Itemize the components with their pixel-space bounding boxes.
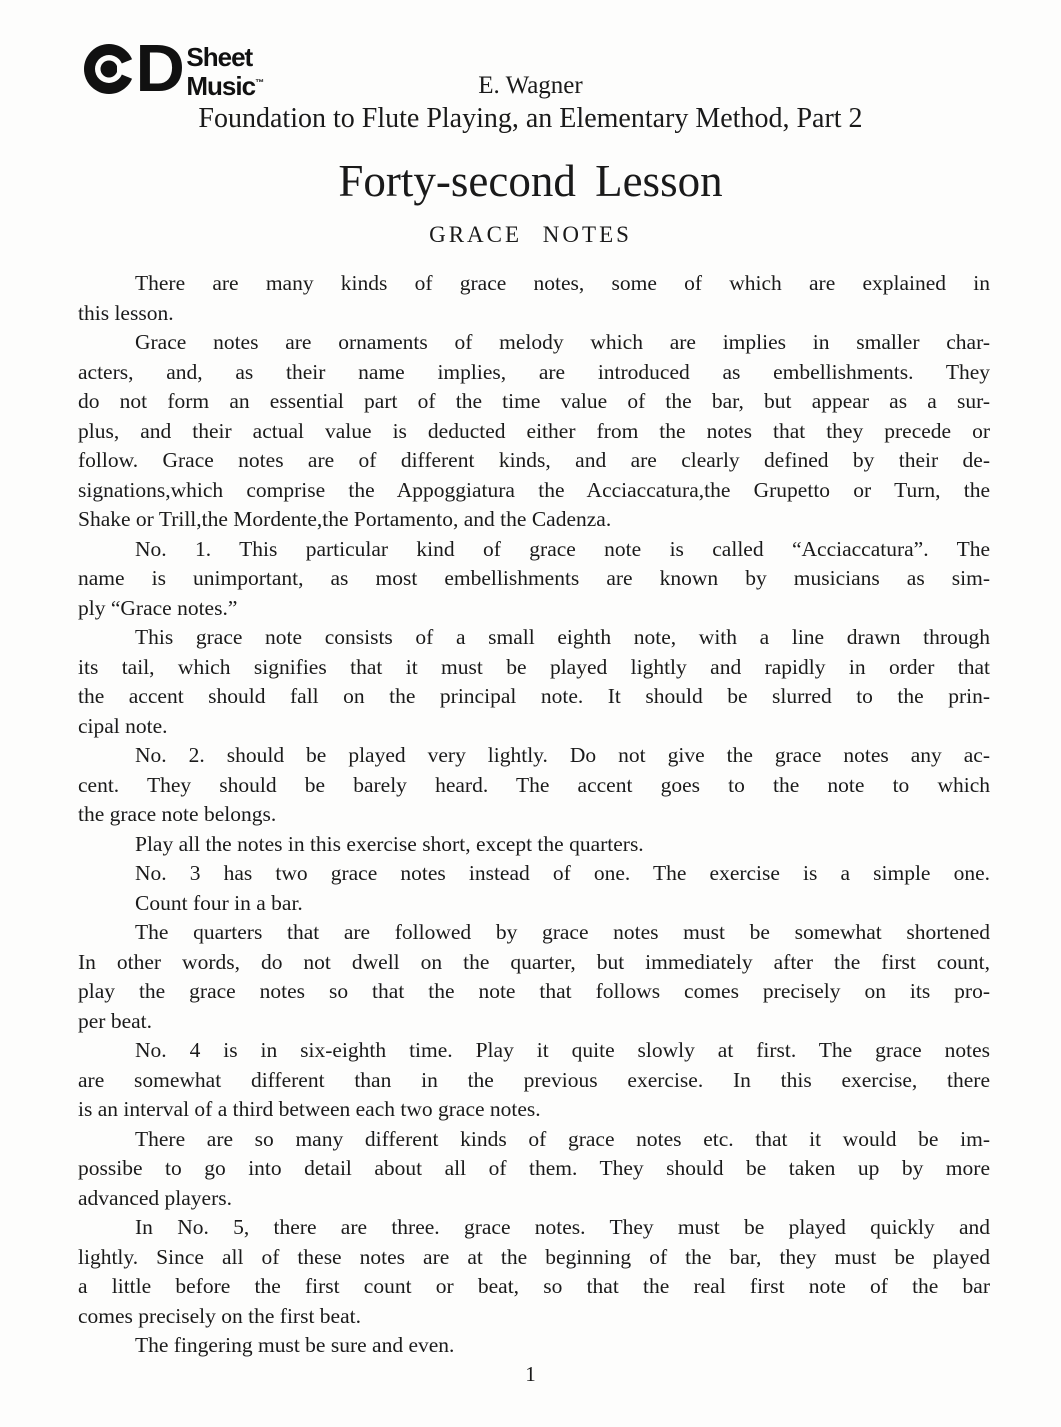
paragraph: [78, 859, 990, 918]
paragraph: [78, 741, 990, 830]
text-line: Grace notes are ornaments of melody which are implies in smaller char-: [135, 330, 990, 354]
paragraph: [78, 535, 990, 624]
text-line: In other words, do not dwell on the quarter, but immediately after the first count,: [78, 949, 990, 974]
text-line: per beat.: [78, 1008, 153, 1033]
text-line: No. 3 has two grace notes instead of one. The exercise is a simple one.: [135, 861, 990, 885]
body-text: [78, 269, 990, 1361]
text-line: plus, and their actual value is deducted either from the notes that they precede or: [78, 418, 990, 443]
logo-letter-d: D: [135, 31, 183, 106]
paragraph: [78, 269, 990, 328]
text-line: Shake or Trill,the Mordente,the Portamento, and the Cadenza.: [78, 507, 612, 531]
text-line: comes precisely on the first beat.: [78, 1303, 361, 1328]
logo-word-music: Music™: [186, 70, 265, 101]
text-line: play the grace notes so that the note that follows comes precisely on its pro-: [78, 979, 990, 1003]
text-line: signations,which comprise the Appoggiatura the Acciaccatura,the Grupetto or Turn, the: [78, 477, 990, 502]
text-line: the grace note belongs.: [78, 802, 277, 826]
text-line: cipal note.: [78, 713, 168, 738]
text-line: are somewhat different than in the previous exercise. In this exercise, there: [78, 1067, 990, 1092]
text-line: No. 1. This particular kind of grace note is called “Acciaccatura”. The: [135, 536, 990, 561]
text-line: is an interval of a third between each two grace notes.: [78, 1097, 541, 1121]
text-line: No. 4 is in six-eighth time. Play it quite slowly at first. The grace notes: [135, 1038, 990, 1062]
logo-word-sheet: Sheet: [186, 42, 253, 72]
text-line: Play all the notes in this exercise short, except the quarters.: [135, 831, 644, 856]
text-line: There are many kinds of grace notes, some of which are explained in: [135, 271, 990, 295]
paragraph: [78, 328, 990, 535]
text-line: name is unimportant, as most embellishments are known by musicians as sim-: [78, 566, 990, 590]
text-line: follow. Grace notes are of different kinds, and are clearly defined by their de-: [78, 448, 990, 472]
text-line: The quarters that are followed by grace notes must be somewhat shortened: [135, 920, 990, 944]
text-line: this lesson.: [78, 300, 174, 325]
text-line: There are so many different kinds of grace notes etc. that it would be im-: [135, 1126, 990, 1151]
paragraph: [78, 830, 990, 860]
text-line: lightly. Since all of these notes are at the beginning of the bar, they must be played: [78, 1244, 990, 1269]
text-line: a little before the first count or beat, so that the real first note of the bar: [78, 1274, 990, 1298]
page-number: 1: [525, 1362, 536, 1386]
lesson-title: Forty-second Lesson: [338, 156, 723, 206]
text-line: the accent should fall on the principal note. It should be slurred to the prin-: [78, 684, 990, 708]
paragraph: [78, 623, 990, 741]
trademark-symbol: ™: [255, 77, 265, 87]
paragraph: [78, 1331, 990, 1361]
paragraph: [78, 918, 990, 1036]
text-line: No. 2. should be played very lightly. Do not give the grace notes any ac-: [135, 743, 990, 767]
text-line: The fingering must be sure and even.: [135, 1333, 455, 1357]
paragraph: [78, 1125, 990, 1214]
lesson-subtitle: GRACE NOTES: [429, 222, 632, 247]
paragraph: [78, 1213, 990, 1331]
text-line: ply “Grace notes.”: [78, 595, 238, 620]
text-line: In No. 5, there are three. grace notes. They must be played quickly and: [135, 1215, 990, 1239]
paragraph: [78, 1036, 990, 1125]
book-title: Foundation to Flute Playing, an Elementary Method, Part 2: [198, 103, 863, 134]
author-name: E. Wagner: [478, 72, 583, 99]
text-line: cent. They should be barely heard. The accent goes to the note to which: [78, 772, 990, 797]
text-line: Count four in a bar.: [135, 890, 303, 915]
text-line: possibe to go into detail about all of them. They should be taken up by more: [78, 1156, 990, 1180]
text-line: its tail, which signifies that it must be played lightly and rapidly in order that: [78, 654, 990, 679]
text-line: This grace note consists of a small eighth note, with a line drawn through: [135, 625, 990, 649]
text-line: acters, and, as their name implies, are introduced as embellishments. They: [78, 359, 990, 384]
text-line: do not form an essential part of the time value of the bar, but appear as a sur-: [78, 389, 990, 413]
text-line: advanced players.: [78, 1185, 233, 1210]
